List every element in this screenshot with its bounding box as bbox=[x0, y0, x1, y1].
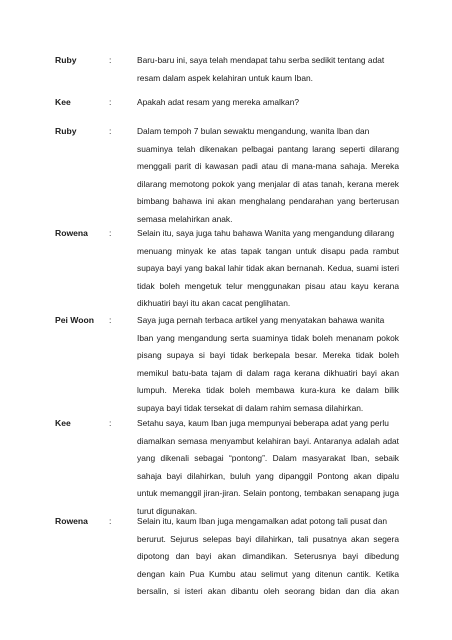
speaker-colon: : bbox=[109, 55, 112, 65]
dialogue-text bbox=[137, 123, 399, 229]
text-line: Selain itu, kaum Iban juga mengamalkan adat potong tali pusat dan bbox=[137, 516, 388, 526]
text-line: Iban yang mengandung serta suaminya tidak boleh menanam pokok bbox=[137, 332, 399, 343]
dialogue-text bbox=[137, 225, 399, 313]
dialogue-text bbox=[137, 52, 399, 87]
text-line: turut digunakan. bbox=[137, 505, 198, 516]
speaker-name: Rowena bbox=[55, 228, 88, 238]
text-line: Dalam tempoh 7 bulan sewaktu mengandung, wanita Iban dan bbox=[137, 126, 370, 136]
speaker-colon: : bbox=[109, 126, 112, 136]
text-line: bersalin, si isteri akan dibantu oleh seorang bidan dan dia akan bbox=[137, 586, 399, 597]
text-line: menuang minyak ke atas tapak tangan untuk disapu pada rambut bbox=[137, 245, 399, 256]
text-line: suaminya telah dikenakan pelbagai pantang larang seperti dilarang bbox=[137, 143, 399, 154]
text-line: untuk memanggil jiran-jiran. Selain pontong, tembakan senapang juga bbox=[137, 488, 399, 499]
text-line: lumpuh. Mereka tidak boleh membawa kura-kura ke dalam bilik bbox=[137, 385, 399, 396]
text-line: resam dalam aspek kelahiran untuk kaum Iban. bbox=[137, 72, 313, 83]
speaker-colon: : bbox=[109, 97, 112, 107]
text-line: memikul batu-bata tajam di dalam raga kerana dikhuatiri bayi akan bbox=[137, 367, 399, 378]
text-line: bimbang bahawa ini akan menghalang pendarahan yang berterusan bbox=[137, 196, 399, 207]
speaker-name: Kee bbox=[55, 418, 71, 428]
dialogue-text bbox=[137, 94, 399, 112]
speaker-name: Ruby bbox=[55, 55, 77, 65]
text-line: semasa melahirkan anak. bbox=[137, 213, 233, 224]
dialogue-text bbox=[137, 415, 399, 521]
speaker-colon: : bbox=[109, 418, 112, 428]
speaker-colon: : bbox=[109, 315, 112, 325]
text-line: dilarang memotong pokok yang menjalar di atas tanah, kerana merek bbox=[137, 178, 399, 189]
speaker-colon: : bbox=[109, 228, 112, 238]
speaker-colon: : bbox=[109, 516, 112, 526]
text-line: menggali parit di kawasan padi atau di mana-mana sahaja. Mereka bbox=[137, 161, 399, 172]
text-line: tidak boleh mengetuk telur menggunakan pisau atau kayu kerana bbox=[137, 280, 399, 291]
text-line: Apakah adat resam yang mereka amalkan? bbox=[137, 97, 300, 107]
dialogue-text bbox=[137, 513, 399, 601]
text-line: pisang supaya si bayi tidak berkepala besar. Mereka tidak boleh bbox=[137, 350, 399, 361]
dialogue-text bbox=[137, 312, 399, 418]
text-line: diamalkan semasa menyambut kelahiran bayi. Antaranya adalah adat bbox=[137, 435, 399, 446]
text-line: Saya juga pernah terbaca artikel yang menyatakan bahawa wanita bbox=[137, 315, 385, 325]
speaker-name: Ruby bbox=[55, 126, 77, 136]
text-line: supaya bayi yang bakal lahir tidak akan bernanah. Kedua, suami isteri bbox=[137, 263, 399, 274]
text-line: yang dikenali sebagai “pontong”. Dalam masyarakat Iban, sebaik bbox=[137, 453, 399, 464]
text-line: dipotong dan bayi akan dimandikan. Seterusnya bayi dibedung bbox=[137, 551, 399, 562]
speaker-name: Rowena bbox=[55, 516, 88, 526]
text-line: supaya bayi tidak tersekat di dalam rahim semasa dilahirkan. bbox=[137, 402, 364, 413]
text-line: Selain itu, saya juga tahu bahawa Wanita yang mengandung dilarang bbox=[137, 228, 395, 238]
speaker-name: Kee bbox=[55, 97, 71, 107]
text-line: Setahu saya, kaum Iban juga mempunyai beberapa adat yang perlu bbox=[137, 418, 389, 428]
text-line: dikhuatiri bayi itu akan cacat penglihatan. bbox=[137, 298, 291, 309]
text-line: Baru-baru ini, saya telah mendapat tahu serba sedikit tentang adat bbox=[137, 55, 385, 65]
text-line: berurut. Sejurus selepas bayi dilahirkan, tali pusatnya akan segera bbox=[137, 533, 399, 544]
speaker-name: Pei Woon bbox=[55, 315, 94, 325]
text-line: dengan kain Pua Kumbu atau selimut yang ditenun cantik. Ketika bbox=[137, 568, 399, 579]
text-line: sahaja bayi dilahirkan, buluh yang dipanggil Pontong akan dipalu bbox=[137, 470, 399, 481]
